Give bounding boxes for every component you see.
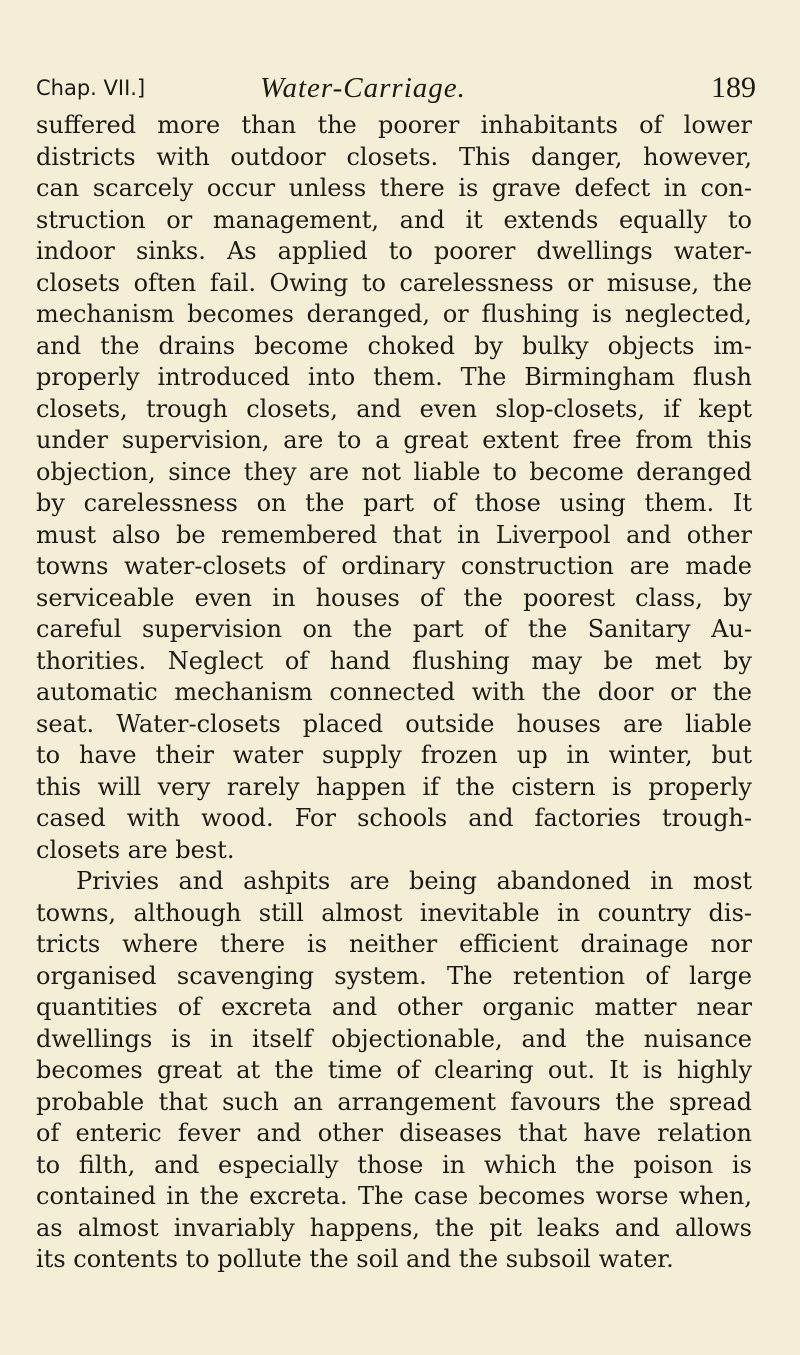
text-line: mechanism becomes deranged, or flushing is neglected,	[36, 300, 752, 328]
chapter-label: Chap. VII.]	[36, 76, 146, 100]
text-line: objection, since they are not liable to become deranged	[36, 457, 752, 486]
text-line: organised scavenging system. The retention of large	[36, 961, 752, 990]
text-line: probable that such an arrangement favours the spread	[36, 1087, 752, 1116]
text-line: can scarcely occur unless there is grave defect in con-	[36, 174, 752, 202]
text-line: serviceable even in houses of the poorest class, by	[36, 583, 752, 612]
text-line: becomes great at the time of clearing out. It is highly	[36, 1056, 752, 1084]
page-number: 189	[711, 71, 756, 104]
text-line: this will very rarely happen if the cistern is properly	[36, 772, 752, 801]
text-line: districts with outdoor closets. This danger, however,	[36, 142, 752, 171]
text-line: closets, trough closets, and even slop-closets, if kept	[36, 394, 752, 423]
body-text	[36, 110, 752, 1276]
text-line: careful supervision on the part of the Sanitary Au-	[36, 615, 752, 643]
text-line: and the drains become choked by bulky objects im-	[36, 331, 752, 360]
running-title: Water-Carriage.	[260, 72, 466, 104]
text-line: cased with wood. For schools and factories trough-	[36, 804, 752, 832]
text-line: to have their water supply frozen up in winter, but	[36, 741, 752, 769]
text-line: towns, although still almost inevitable in country dis-	[36, 898, 752, 927]
paragraph-end-line: closets are best.	[36, 835, 235, 864]
paragraph-end-line: its contents to pollute the soil and the subsoil water.	[36, 1245, 674, 1273]
paragraph-start-line: Privies and ashpits are being abandoned in most	[76, 867, 752, 895]
text-line: automatic mechanism connected with the door or the	[36, 678, 752, 706]
text-line: thorities. Neglect of hand flushing may be met by	[36, 646, 752, 675]
text-line: contained in the excreta. The case becomes worse when,	[36, 1182, 752, 1210]
text-line: towns water-closets of ordinary construction are made	[36, 552, 752, 580]
text-line: as almost invariably happens, the pit leaks and allows	[36, 1213, 752, 1242]
text-line: must also be remembered that in Liverpool and other	[36, 520, 752, 549]
running-header	[36, 66, 756, 110]
text-line: by carelessness on the part of those using them. It	[36, 489, 752, 517]
text-line: closets often fail. Owing to carelessness or misuse, the	[36, 268, 752, 297]
text-line: indoor sinks. As applied to poorer dwellings water-	[36, 237, 752, 265]
text-line: quantities of excreta and other organic matter near	[36, 993, 752, 1021]
text-line: seat. Water-closets placed outside houses are liable	[36, 709, 752, 738]
text-line: suffered more than the poorer inhabitants of lower	[36, 111, 752, 139]
text-line: to filth, and especially those in which the poison is	[36, 1150, 752, 1179]
text-line: properly introduced into them. The Birmingham flush	[36, 363, 752, 391]
text-line: dwellings is in itself objectionable, and the nuisance	[36, 1024, 752, 1053]
text-line: of enteric fever and other diseases that have relation	[36, 1119, 752, 1147]
text-line: tricts where there is neither efficient drainage nor	[36, 930, 752, 958]
text-line: under supervision, are to a great extent free from this	[36, 426, 752, 454]
text-line: struction or management, and it extends equally to	[36, 205, 752, 234]
